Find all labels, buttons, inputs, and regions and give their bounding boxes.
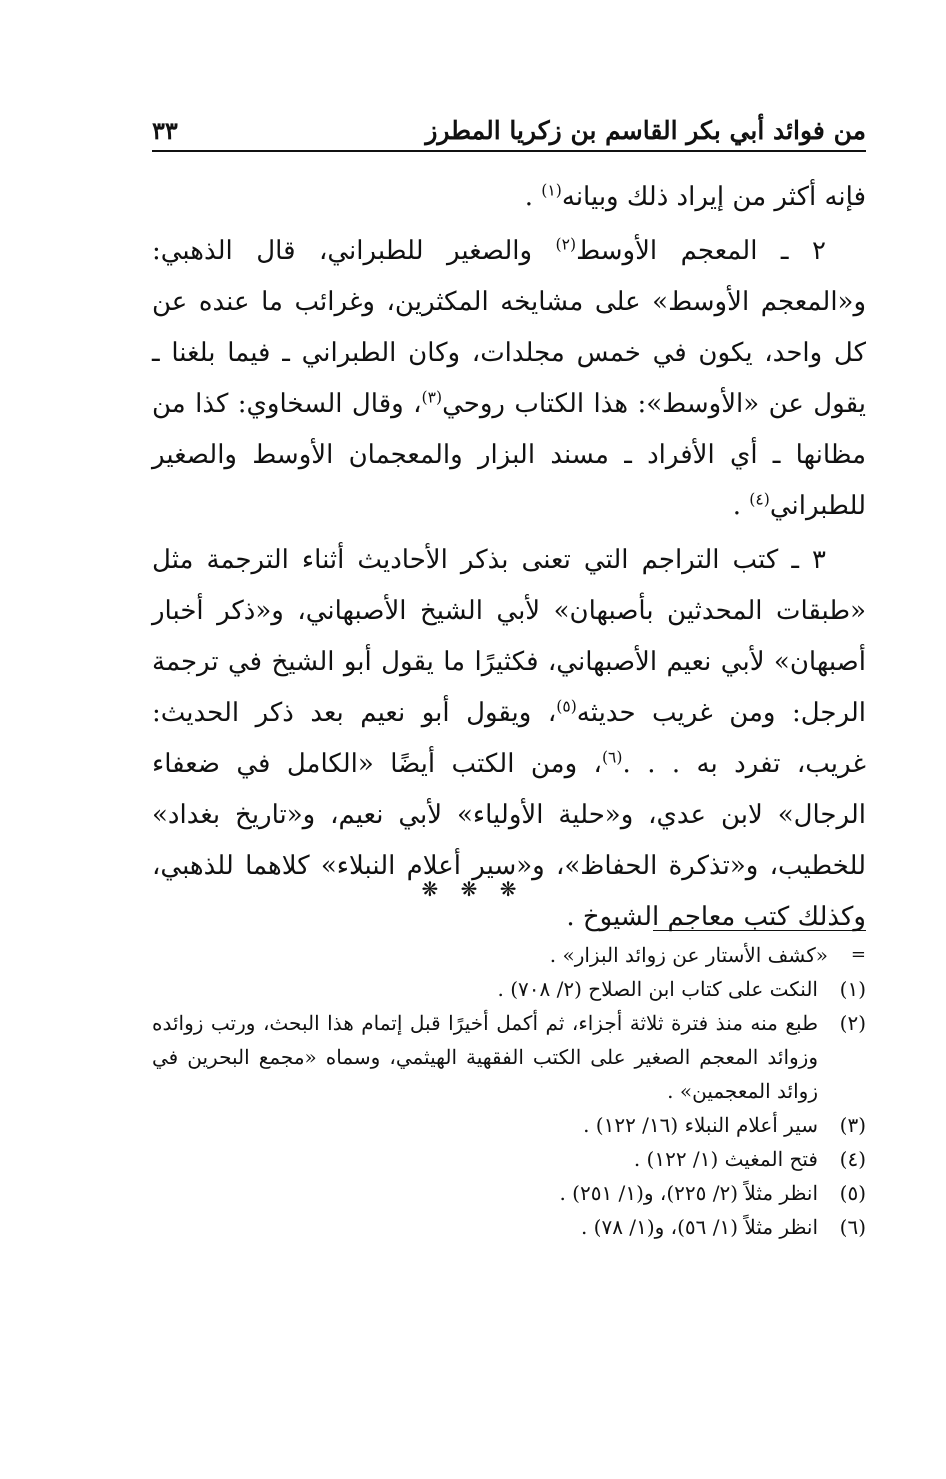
paragraph-2-text-a: ٢ ـ المعجم الأوسط — [576, 236, 826, 266]
footnote-text: طبع منه منذ فترة ثلاثة أجزاء، ثم أكمل أخيرًا قبل إتمام هذا البحث، ورتب زوائده وزوائد المعجم الصغير على الكتب الفقهية الهيثمي، وسماه «مجمع البحرين في زوائد المعجمين» . — [152, 1011, 818, 1103]
footnote-6 — [152, 1210, 866, 1244]
paragraph-3-text-b: ، ويقول أبو نعيم بعد ذكر الحديث: غريب، تفرد به . . . — [152, 698, 866, 779]
footnotes — [152, 938, 866, 1244]
paragraph-2-text-c: ، وقال السخاوي: كذا من مظانها ـ أي الأفراد ـ مسند البزار والمعجمان الأوسط والصغير للطبراني — [152, 389, 866, 521]
paragraph-3-text-a: ٣ ـ كتب التراجم التي تعنى بذكر الأحاديث أثناء الترجمة مثل «طبقات المحدثين بأصبهان» لأبي الشيخ الأصبهاني، و«ذكر أخبار أصبهان» لأبي نعيم الأصبهاني، فكثيرًا ما يقول أبو الشيخ في ترجمة الرجل: ومن غريب حديثه — [152, 545, 866, 728]
footnote-text: النكت على كتاب ابن الصلاح (٢/ ٧٠٨) . — [497, 977, 818, 1001]
footnote-text: سير أعلام النبلاء (١٦/ ١٢٢) . — [583, 1113, 818, 1137]
footnote-number: (٢) — [839, 1011, 866, 1035]
footnote-ref-1: (١) — [541, 181, 562, 200]
paragraph-2 — [152, 226, 866, 532]
footnote-text: فتح المغيث (١/ ١٢٢) . — [633, 1147, 818, 1171]
footnote-number: (٥) — [839, 1181, 866, 1205]
main-text — [152, 172, 866, 946]
footnote-continuation — [152, 938, 866, 972]
paragraph-1-end: . — [524, 182, 542, 212]
footnote-ref-4: (٤) — [749, 490, 770, 509]
footnote-continuation-text: «كشف الأستار عن زوائد البزار» . — [549, 943, 828, 967]
footnote-number: (٤) — [839, 1147, 866, 1171]
paragraph-2-text-b: والصغير للطبراني، قال الذهبي: و«المعجم الأوسط» على مشايخه المكثرين، وغرائب ما عنده عن كل واحد، يكون في خمس مجلدات، وكان الطبراني ـ فيما بلغنا ـ يقول عن «الأوسط»: هذا الكتاب روحي — [152, 236, 866, 419]
footnote-text: انظر مثلاً (٢/ ٢٢٥)، و(١/ ٢٥١) . — [559, 1181, 818, 1205]
paragraph-3-text-c: ، ومن الكتب أيضًا «الكامل في ضعفاء الرجال» لابن عدي، و«حلية الأولياء» لأبي نعيم، و«تاريخ بغداد» للخطيب، و«تذكرة الحفاظ»، و«سير أعلام النبلاء» كلاهما للذهبي، وكذلك كتب معاجم الشيوخ . — [152, 749, 866, 932]
footnote-rule — [653, 930, 866, 931]
section-separator: ❋ ❋ ❋ — [421, 877, 525, 901]
footnote-text: انظر مثلاً (١/ ٥٦)، و(١/ ٧٨) . — [580, 1215, 818, 1239]
footnote-number: (٦) — [839, 1215, 866, 1239]
footnote-5 — [152, 1176, 866, 1210]
footnote-ref-5: (٥) — [556, 697, 577, 716]
footnote-3 — [152, 1108, 866, 1142]
continuation-mark: = — [850, 944, 866, 965]
page-number: ٣٣ — [152, 116, 178, 145]
page-header — [152, 108, 866, 148]
running-title: من فوائد أبي بكر القاسم بن زكريا المطرز — [425, 116, 866, 145]
paragraph-2-text-d: . — [732, 491, 750, 521]
footnote-number: (٣) — [839, 1113, 866, 1137]
footnote-1 — [152, 972, 866, 1006]
header-rule — [152, 150, 866, 152]
footnote-ref-3: (٣) — [421, 388, 443, 407]
footnote-ref-2: (٢) — [555, 235, 577, 254]
footnote-2 — [152, 1006, 866, 1108]
paragraph-1 — [152, 172, 866, 223]
footnote-4 — [152, 1142, 866, 1176]
footnote-number: (١) — [839, 977, 866, 1001]
footnote-ref-6: (٦) — [601, 748, 623, 767]
paragraph-1-text: فإنه أكثر من إيراد ذلك وبيانه — [561, 182, 866, 212]
